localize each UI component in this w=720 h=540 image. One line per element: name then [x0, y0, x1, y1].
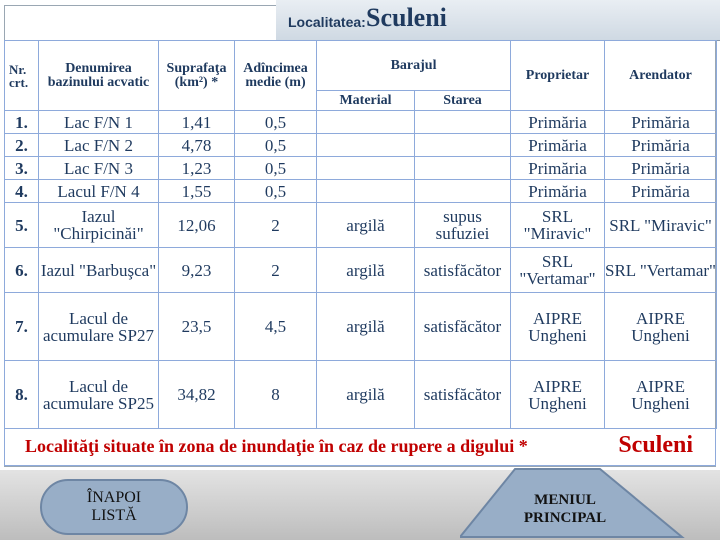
row-name: Lacul de acumulare SP27 — [39, 293, 159, 361]
col-proprietar: Proprietar — [511, 41, 605, 111]
table-row — [5, 293, 717, 361]
flood-zone-row — [4, 428, 716, 466]
table-row — [5, 361, 717, 429]
row-name: Iazul "Chirpicinăi" — [39, 203, 159, 248]
row-state: satisfăcător — [415, 248, 511, 293]
row-tenant: SRL "Vertamar" — [605, 248, 717, 293]
row-name: Lacul de acumulare SP25 — [39, 361, 159, 429]
row-material — [317, 111, 415, 134]
row-depth: 4,5 — [235, 293, 317, 361]
row-nr: 8. — [5, 361, 39, 429]
row-state — [415, 111, 511, 134]
row-material: argilă — [317, 248, 415, 293]
row-state: supus sufuziei — [415, 203, 511, 248]
row-state — [415, 134, 511, 157]
col-adincimea: Adîncimea medie (m) — [235, 41, 317, 111]
row-material: argilă — [317, 293, 415, 361]
locality-label: Localitatea: — [288, 14, 366, 30]
row-tenant: Primăria — [605, 157, 717, 180]
row-tenant: SRL "Miravic" — [605, 203, 717, 248]
row-nr: 2. — [5, 134, 39, 157]
table-row — [5, 203, 717, 248]
flood-zone-text: Localităţi situate în zona de inundaţie în caz de rupere a digului * — [25, 436, 528, 456]
row-area: 23,5 — [159, 293, 235, 361]
row-owner: SRL "Miravic" — [511, 203, 605, 248]
row-owner: AIPRE Ungheni — [511, 293, 605, 361]
row-nr: 1. — [5, 111, 39, 134]
row-owner: Primăria — [511, 157, 605, 180]
back-to-list-label: ÎNAPOI LISTĂ — [86, 488, 142, 524]
row-material: argilă — [317, 361, 415, 429]
col-suprafata: Suprafaţa (km²) * — [159, 41, 235, 111]
row-tenant: AIPRE Ungheni — [605, 293, 717, 361]
col-arendator: Arendator — [605, 41, 717, 111]
row-material — [317, 180, 415, 203]
row-owner: Primăria — [511, 134, 605, 157]
row-owner: AIPRE Ungheni — [511, 361, 605, 429]
table-row — [5, 248, 717, 293]
row-nr: 5. — [5, 203, 39, 248]
row-depth: 2 — [235, 248, 317, 293]
row-name: Lac F/N 3 — [39, 157, 159, 180]
row-nr: 3. — [5, 157, 39, 180]
row-state: satisfăcător — [415, 293, 511, 361]
col-denumirea: Denumirea bazinului acvatic — [39, 41, 159, 111]
row-owner: Primăria — [511, 111, 605, 134]
row-nr: 7. — [5, 293, 39, 361]
row-tenant: AIPRE Ungheni — [605, 361, 717, 429]
water-bodies-table — [4, 40, 717, 429]
row-tenant: Primăria — [605, 180, 717, 203]
col-nr: Nr. crt. — [5, 41, 39, 111]
row-depth: 8 — [235, 361, 317, 429]
row-tenant: Primăria — [605, 111, 717, 134]
col-barajul: Barajul — [317, 41, 511, 91]
row-depth: 0,5 — [235, 134, 317, 157]
col-starea: Starea — [415, 91, 511, 111]
row-area: 34,82 — [159, 361, 235, 429]
table-row — [5, 111, 717, 134]
row-depth: 0,5 — [235, 111, 317, 134]
row-area: 4,78 — [159, 134, 235, 157]
row-state — [415, 180, 511, 203]
table-row — [5, 134, 717, 157]
row-nr: 4. — [5, 180, 39, 203]
row-owner: Primăria — [511, 180, 605, 203]
locality-header — [276, 0, 720, 41]
table-row — [5, 180, 717, 203]
row-material — [317, 157, 415, 180]
row-owner: SRL "Vertamar" — [511, 248, 605, 293]
row-tenant: Primăria — [605, 134, 717, 157]
row-name: Lacul F/N 4 — [39, 180, 159, 203]
row-name: Lac F/N 1 — [39, 111, 159, 134]
row-depth: 0,5 — [235, 180, 317, 203]
row-area: 1,23 — [159, 157, 235, 180]
row-material: argilă — [317, 203, 415, 248]
row-nr: 6. — [5, 248, 39, 293]
row-state: satisfăcător — [415, 361, 511, 429]
row-area: 9,23 — [159, 248, 235, 293]
row-depth: 2 — [235, 203, 317, 248]
row-depth: 0,5 — [235, 157, 317, 180]
flood-zone-locality: Sculeni — [618, 432, 693, 458]
row-area: 12,06 — [159, 203, 235, 248]
row-area: 1,55 — [159, 180, 235, 203]
main-menu-label: MENIUL PRINCIPAL — [523, 492, 607, 526]
col-material: Material — [317, 91, 415, 111]
row-state — [415, 157, 511, 180]
row-material — [317, 134, 415, 157]
table-row — [5, 157, 717, 180]
back-to-list-button[interactable] — [40, 479, 188, 535]
locality-name: Sculeni — [366, 3, 447, 32]
row-name: Lac F/N 2 — [39, 134, 159, 157]
row-area: 1,41 — [159, 111, 235, 134]
row-name: Iazul "Barbuşca" — [39, 248, 159, 293]
